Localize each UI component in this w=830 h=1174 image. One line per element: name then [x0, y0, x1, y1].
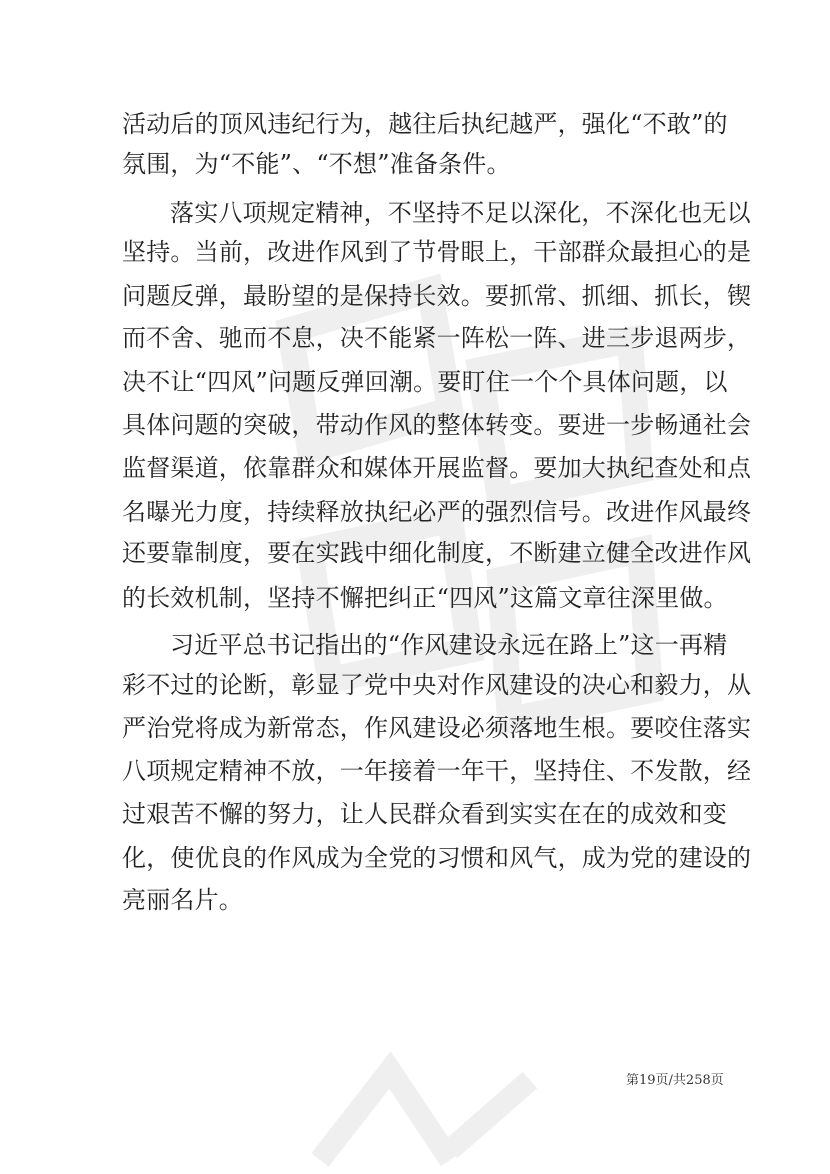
- text-line: 活动后的顶风违纪行为，越往后执纪越严，强化“不敢”的: [122, 110, 728, 138]
- text-line: 落实八项规定精神，不坚持不足以深化，不深化也无以: [170, 199, 751, 227]
- text-line: 具体问题的突破，带动作风的整体转变。要进一步畅通社会: [122, 411, 752, 439]
- text-line: 监督渠道，依靠群众和媒体开展监督。要加大执纪查处和点: [122, 454, 752, 482]
- text-line: 习近平总书记指出的“作风建设永远在路上”这一再精: [170, 631, 728, 659]
- text-line: 亮丽名片。: [122, 886, 243, 914]
- text-line: 氛围，为“不能”、“不想”准备条件。: [122, 150, 511, 178]
- text-line: 严治党将成为新常态，作风建设必须落地生根。要咬住落实: [122, 714, 752, 742]
- page-number: 第19页/共258页: [626, 1073, 724, 1088]
- text-line: 而不舍、驰而不息，决不能紧一阵松一阵、进三步退两步，: [122, 324, 752, 352]
- text-line: 过艰苦不懈的努力，让人民群众看到实实在在的成效和变: [122, 800, 727, 828]
- text-line: 坚持。当前，改进作风到了节骨眼上，干部群众最担心的是: [122, 238, 752, 266]
- text-line: 彩不过的论断，彰显了党中央对作风建设的决心和毅力，从: [122, 671, 752, 699]
- text-line: 决不让“四风”问题反弹回潮。要盯住一个个具体问题，以: [122, 368, 728, 396]
- watermark-logo-bottom: [300, 1040, 560, 1174]
- text-line: 八项规定精神不放，一年接着一年干，坚持住、不发散，经: [122, 757, 752, 785]
- text-line: 的长效机制，坚持不懈把纠正“四风”这篇文章往深里做。: [122, 584, 728, 612]
- text-line: 还要靠制度，要在实践中细化制度，不断建立健全改进作风: [122, 539, 752, 567]
- text-line: 问题反弹，最盼望的是保持长效。要抓常、抓细、抓长，锲: [122, 282, 752, 310]
- text-line: 名曝光力度，持续释放执纪必严的强烈信号。改进作风最终: [122, 498, 752, 526]
- text-line: 化，使优良的作风成为全党的习惯和风气，成为党的建设的: [122, 844, 752, 872]
